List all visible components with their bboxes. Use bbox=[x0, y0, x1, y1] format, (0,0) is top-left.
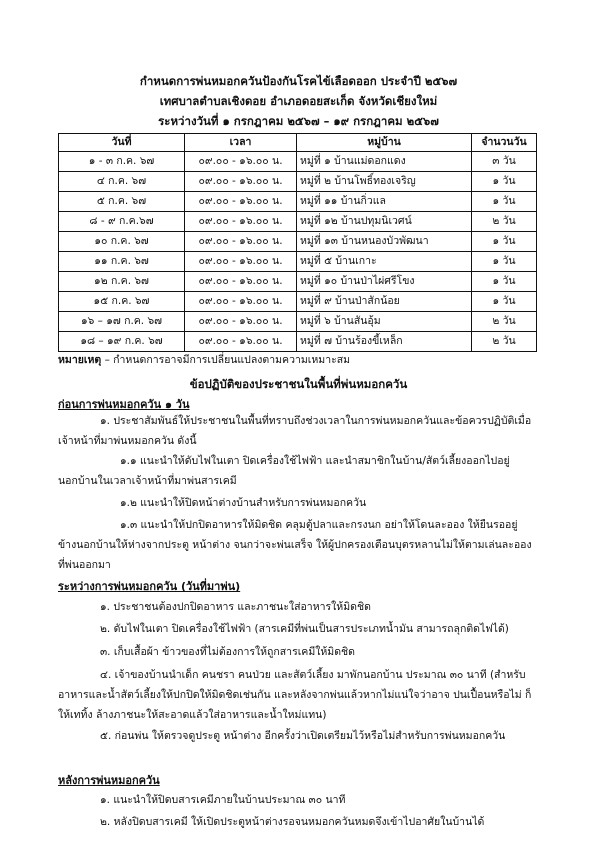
cell-date: ๑๘ – ๑๙ ก.ค. ๖๗ bbox=[59, 332, 185, 352]
cell-date: ๑๑ ก.ค. ๖๗ bbox=[59, 252, 185, 272]
cell-village: หมู่ที่ ๑๑ บ้านกิ่วแล bbox=[297, 192, 472, 212]
during-item-2: ๒. ดับไฟในเตา ปิดเครื่องใช้ไฟฟ้า (สารเคมีที่พ่นเป็นสารประเภทน้ำมัน สามารถลุกติดไฟได้) bbox=[100, 623, 509, 635]
table-row bbox=[59, 292, 537, 312]
remark-line bbox=[58, 351, 350, 368]
cell-date: ๑๒ ก.ค. ๖๗ bbox=[59, 272, 185, 292]
heading-during: ระหว่างการพ่นหมอกควัน (วันที่มาพ่น) bbox=[58, 580, 241, 593]
before-item-1-1-line-1: ๑.๑ แนะนำให้ดับไฟในเตา ปิดเครื่องใช้ไฟฟ้า และนำสมาชิกในบ้าน/สัตว์เลี้ยงออกไปอยู่ bbox=[120, 455, 510, 467]
table-row bbox=[59, 152, 537, 172]
after-item-2: ๒. หลังปิดบสารเคมี ให้เปิดประตูหน้าต่างรอจนหมอกควันหมดจึงเข้าไปอาศัยในบ้านได้ bbox=[100, 816, 485, 828]
table-row bbox=[59, 232, 537, 252]
schedule-table bbox=[58, 133, 537, 352]
cell-time: ๐๙.๐๐ - ๑๖.๐๐ น. bbox=[185, 172, 297, 192]
during-item-4-line-1: ๔. เจ้าของบ้านนำเด็ก คนชรา คนป่วย และสัตว์เลี้ยง มาพักนอกบ้าน ประมาณ ๓๐ นาที (สำหรับ bbox=[100, 669, 526, 681]
during-item-1: ๑. ประชาชนต้องปกปิดอาหาร และภาชนะใส่อาหารให้มิดชิด bbox=[100, 601, 371, 613]
cell-village: หมู่ที่ ๑๓ บ้านหนองบัวพัฒนา bbox=[297, 232, 472, 252]
col-header-village: หมู่บ้าน bbox=[297, 134, 472, 152]
table-header-row bbox=[59, 134, 537, 152]
cell-date: ๕ ก.ค. ๖๗ bbox=[59, 192, 185, 212]
cell-days: ๒ วัน bbox=[472, 312, 537, 332]
cell-date: ๑ - ๓ ก.ค. ๖๗ bbox=[59, 152, 185, 172]
before-item-1-3-line-2: ข้างนอกบ้านให้ห่างจากประตู หน้าต่าง จนกว่าจะพ่นเสร็จ ให้ผู้ปกครองเตือนบุตรหลานไม่ให้ตามเล่นละออง bbox=[58, 539, 532, 551]
cell-time: ๐๙.๐๐ - ๑๖.๐๐ น. bbox=[185, 292, 297, 312]
cell-time: ๐๙.๐๐ - ๑๖.๐๐ น. bbox=[185, 332, 297, 352]
cell-days: ๑ วัน bbox=[472, 292, 537, 312]
header-line-2: เทศบาลตำบลเชิงดอย อำเภอดอยสะเก็ด จังหวัดเชียงใหม่ bbox=[159, 94, 438, 108]
cell-date: ๑๐ ก.ค. ๖๗ bbox=[59, 232, 185, 252]
cell-village: หมู่ที่ ๗ บ้านร้องขี้เหล็ก bbox=[297, 332, 472, 352]
before-item-1-2: ๑.๒ แนะนำให้ปิดหน้าต่างบ้านสำหรับการพ่นหมอกควัน bbox=[120, 497, 367, 509]
cell-days: ๑ วัน bbox=[472, 272, 537, 292]
during-item-4-line-2: อาหารและน้ำสัตว์เลี้ยงให้ปกปิดให้มิดชิดเช่นกัน และหลังจากพ่นแล้วหากไม่แน่ใจว่าอาจ ปนเปื้อนหรือไม่ ก็ bbox=[58, 689, 532, 701]
col-header-time: เวลา bbox=[185, 134, 297, 152]
before-item-1-3-line-1: ๑.๓ แนะนำให้ปกปิดอาหารให้มิดชิด คลุมตู้ปลาและกรงนก อย่าให้โดนละออง ให้ยืนรออยู่ bbox=[120, 519, 518, 531]
cell-time: ๐๙.๐๐ - ๑๖.๐๐ น. bbox=[185, 252, 297, 272]
cell-date: ๑๕ ก.ค. ๖๗ bbox=[59, 292, 185, 312]
after-item-1: ๑. แนะนำให้ปิดบสารเคมีภายในบ้านประมาณ ๓๐ นาที bbox=[100, 794, 346, 806]
cell-date: ๔ ก.ค. ๖๗ bbox=[59, 172, 185, 192]
before-item-1-line-1: ๑. ประชาสัมพันธ์ให้ประชาชนในพื้นที่ทราบถึงช่วงเวลาในการพ่นหมอกควันและข้อควรปฏิบัติเมื่อ bbox=[100, 415, 532, 427]
cell-days: ๑ วัน bbox=[472, 172, 537, 192]
cell-time: ๐๙.๐๐ - ๑๖.๐๐ น. bbox=[185, 212, 297, 232]
cell-days: ๓ วัน bbox=[472, 152, 537, 172]
cell-days: ๒ วัน bbox=[472, 212, 537, 232]
during-item-3: ๓. เก็บเสื้อผ้า ข้าวของที่ไม่ต้องการให้ถูกสารเคมีให้มิดชิด bbox=[100, 646, 355, 658]
col-header-days: จำนวนวัน bbox=[472, 134, 537, 152]
cell-village: หมู่ที่ ๑๐ บ้านป่าไผ่ศรีโขง bbox=[297, 272, 472, 292]
cell-village: หมู่ที่ ๑๒ บ้านปทุมนิเวศน์ bbox=[297, 212, 472, 232]
cell-village: หมู่ที่ ๕ บ้านเกาะ bbox=[297, 252, 472, 272]
before-item-1-1-line-2: นอกบ้านในเวลาเจ้าหน้าที่มาพ่นสารเคมี bbox=[58, 475, 237, 487]
table-row bbox=[59, 272, 537, 292]
cell-village: หมู่ที่ ๒ บ้านโพธิ์ทองเจริญ bbox=[297, 172, 472, 192]
header-line-1: กำหนดการพ่นหมอกควันป้องกันโรคไข้เลือดออก ประจำปี ๒๕๖๗ bbox=[139, 74, 458, 88]
cell-days: ๑ วัน bbox=[472, 252, 537, 272]
cell-time: ๐๙.๐๐ - ๑๖.๐๐ น. bbox=[185, 152, 297, 172]
before-item-1-line-2: เจ้าหน้าที่มาพ่นหมอกควัน ดังนี้ bbox=[58, 435, 197, 447]
heading-before: ก่อนการพ่นหมอกควัน ๑ วัน bbox=[58, 398, 190, 411]
cell-time: ๐๙.๐๐ - ๑๖.๐๐ น. bbox=[185, 272, 297, 292]
col-header-date: วันที่ bbox=[59, 134, 185, 152]
cell-village: หมู่ที่ ๙ บ้านป่าสักน้อย bbox=[297, 292, 472, 312]
cell-date: ๘ - ๙ ก.ค.๖๗ bbox=[59, 212, 185, 232]
cell-days: ๒ วัน bbox=[472, 332, 537, 352]
section-title: ข้อปฏิบัติของประชาชนในพื้นที่พ่นหมอกควัน bbox=[189, 377, 408, 391]
cell-date: ๑๖ – ๑๗ ก.ค. ๖๗ bbox=[59, 312, 185, 332]
cell-days: ๑ วัน bbox=[472, 192, 537, 212]
during-item-5: ๕. ก่อนพ่น ให้ตรวจดูประตู หน้าต่าง อีกครั้งว่าเปิดเตรียมไว้หรือไม่สำหรับการพ่นหมอกควัน bbox=[100, 730, 506, 742]
cell-time: ๐๙.๐๐ - ๑๖.๐๐ น. bbox=[185, 192, 297, 212]
during-item-4-line-3: ให้เททิ้ง ล้างภาชนะให้สะอาดแล้วใส่อาหารและน้ำใหม่แทน) bbox=[58, 709, 327, 721]
table-row bbox=[59, 252, 537, 272]
header-line-3: ระหว่างวันที่ ๑ กรกฎาคม ๒๕๖๗ – ๑๙ กรกฎาคม ๒๕๖๗ bbox=[158, 114, 439, 128]
table-row bbox=[59, 312, 537, 332]
remark-text: – กำหนดการอาจมีการเปลี่ยนแปลงตามความเหมาะสม bbox=[101, 354, 351, 366]
cell-days: ๑ วัน bbox=[472, 232, 537, 252]
cell-time: ๐๙.๐๐ - ๑๖.๐๐ น. bbox=[185, 312, 297, 332]
cell-village: หมู่ที่ ๖ บ้านสันอุ้ม bbox=[297, 312, 472, 332]
remark-label: หมายเหตุ bbox=[58, 354, 102, 366]
heading-after: หลังการพ่นหมอกควัน bbox=[58, 774, 160, 787]
table-row bbox=[59, 212, 537, 232]
table-row bbox=[59, 332, 537, 352]
table-row bbox=[59, 192, 537, 212]
table-row bbox=[59, 172, 537, 192]
cell-time: ๐๙.๐๐ - ๑๖.๐๐ น. bbox=[185, 232, 297, 252]
cell-village: หมู่ที่ ๑ บ้านแม่ดอกแดง bbox=[297, 152, 472, 172]
before-item-1-3-line-3: ที่พ่นออกมา bbox=[58, 559, 111, 571]
